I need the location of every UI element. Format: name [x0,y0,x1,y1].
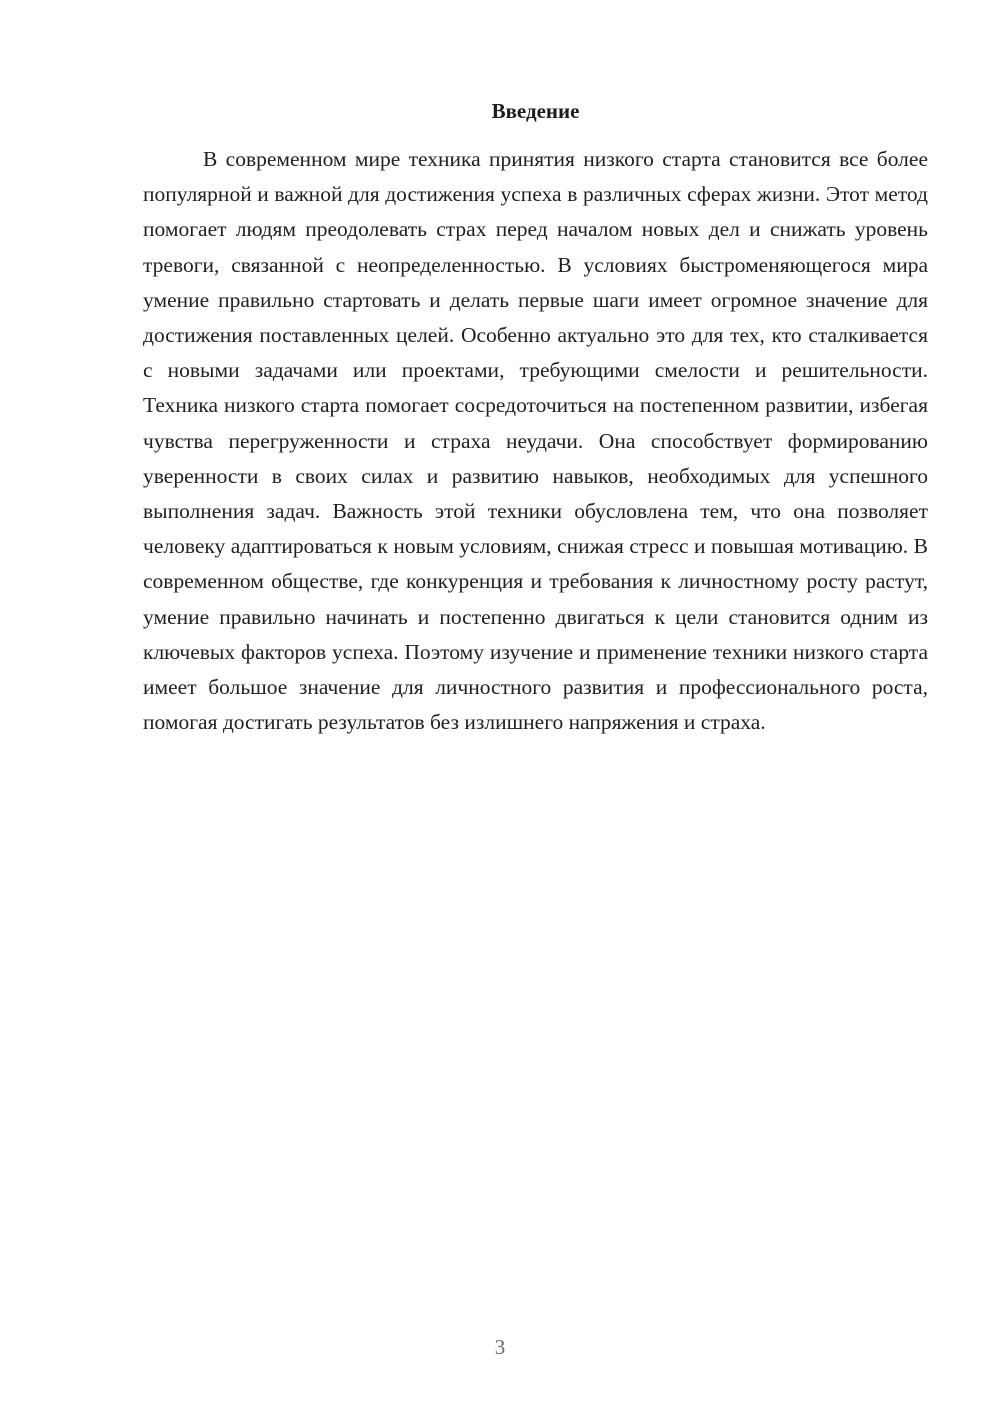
body-paragraph: В современном мире техника принятия низкого старта становится все более популярной и важной для достижения успеха в различных сферах жизни. Этот метод помогает людям преодолевать страх перед началом новых дел и снижать уровень тревоги, связанной с неопределенностью. В условиях быстроменяющегося мира умение правильно стартовать и делать первые шаги имеет огромное значение для достижения поставленных целей. Особенно актуально это для тех, кто сталкивается с новыми задачами или проектами, требующими смелости и решительности. Техника низкого старта помогает сосредоточиться на постепенном развитии, избегая чувства перегруженности и страха неудачи. Она способствует формированию уверенности в своих силах и развитию навыков, необходимых для успешного выполнения задач. Важность этой техники обусловлена тем, что она позволяет человеку адаптироваться к новым условиям, снижая стресс и повышая мотивацию. В современном обществе, где конкуренция и требования к личностному росту растут, умение правильно начинать и постепенно двигаться к цели становится одним из ключевых факторов успеха. Поэтому изучение и применение техники низкого старта имеет большое значение для личностного развития и профессионального роста, помогая достигать результатов без излишнего напряжения и страха. [143,147,928,735]
page-number: 3 [494,1335,506,1359]
section-heading: Введение [491,99,580,123]
